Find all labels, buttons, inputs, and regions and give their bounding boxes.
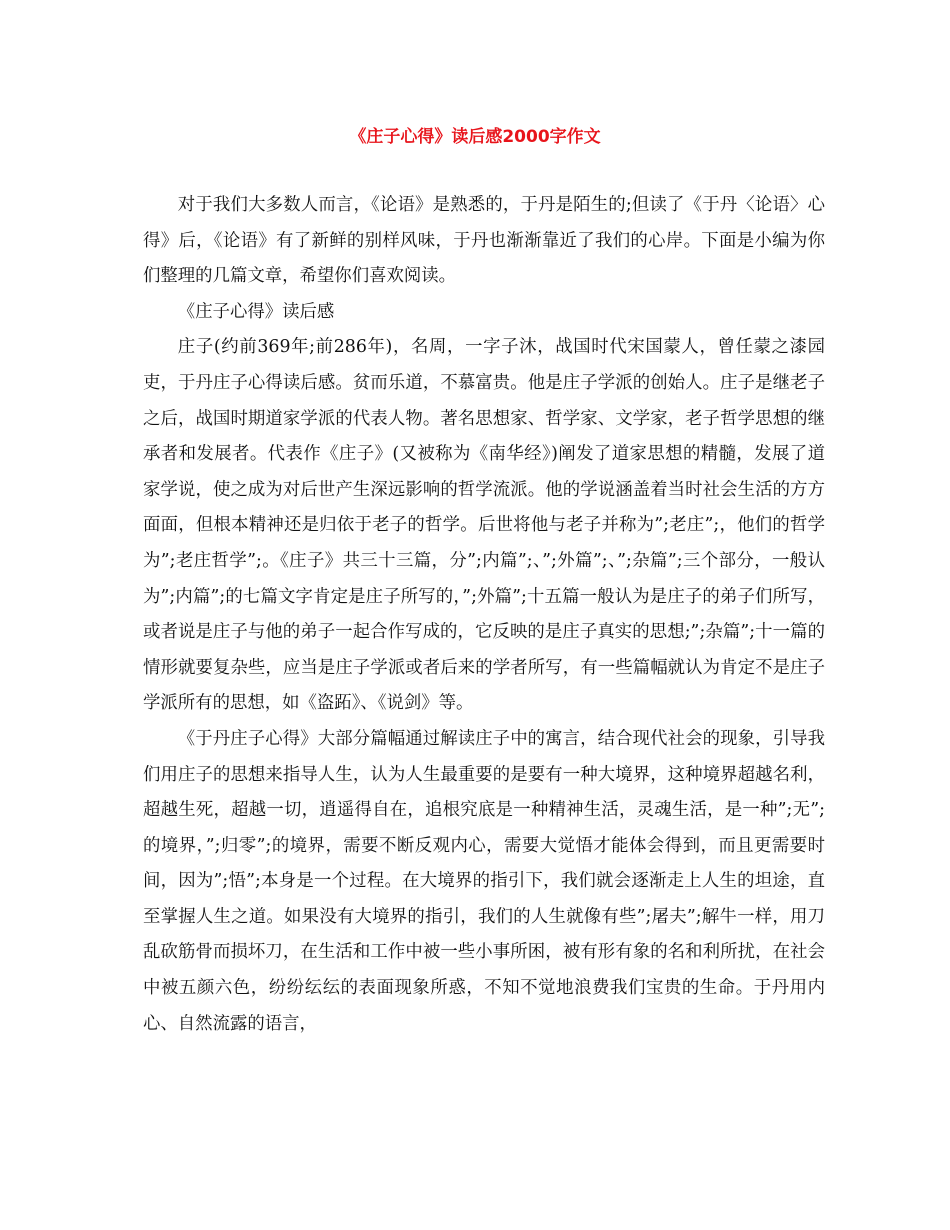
section-heading: 《庄子心得》读后感 — [177, 301, 335, 322]
document-body — [143, 188, 825, 1042]
intro-paragraph: 对于我们大多数人而言，《论语》是熟悉的，于丹是陌生的;但读了《于丹〈论语〉心得》后，《论语》有了新鲜的别样风味，于丹也渐渐靠近了我们的心岸。下面是小编为你们整理的几篇文章，希望你们喜欢阅读。 — [143, 195, 825, 287]
document-title: 《庄子心得》读后感2000字作文 — [349, 127, 601, 147]
book-review-paragraph: 《于丹庄子心得》大部分篇幅通过解读庄子中的寓言，结合现代社会的现象，引导我们用庄子的思想来指导人生，认为人生最重要的是要有一种大境界，这种境界超越名利，超越生死，超越一切，逍遥得自在，追根究底是一种精神生活，灵魂生活，是一种”;无”;的境界，”;归零”;的境界，需要不断反观内心，需要大觉悟才能体会得到，而且更需要时间，因为”;悟”;本身是一个过程。在大境界的指引下，我们就会逐渐走上人生的坦途，直至掌握人生之道。如果没有大境界的指引，我们的人生就像有些”;屠夫”;解牛一样，用刀乱砍筋骨而损坏刀，在生活和工作中被一些小事所困，被有形有象的名和利所扰，在社会中被五颜六色，纷纷纭纭的表面现象所惑，不知不觉地浪费我们宝贵的生命。于丹用内心、自然流露的语言， — [143, 728, 825, 1034]
zhuangzi-bio-paragraph: 庄子(约前369年;前286年)，名周，一字子沐，战国时代宋国蒙人，曾任蒙之漆园吏，于丹庄子心得读后感。贫而乐道，不慕富贵。他是庄子学派的创始人。庄子是继老子之后，战国时期道家学派的代表人物。著名思想家、哲学家、文学家，老子哲学思想的继承者和发展者。代表作《庄子》(又被称为《南华经》)阐发了道家思想的精髓，发展了道家学说，使之成为对后世产生深远影响的哲学流派。他的学说涵盖着当时社会生活的方方面面，但根本精神还是归依于老子的哲学。后世将他与老子并称为”;老庄”;，他们的哲学为”;老庄哲学”;。《庄子》共三十三篇，分”;内篇”;、”;外篇”;、”;杂篇”;三个部分，一般认为”;内篇”;的七篇文字肯定是庄子所写的，”;外篇”;十五篇一般认为是庄子的弟子们所写，或者说是庄子与他的弟子一起合作写成的，它反映的是庄子真实的思想;”;杂篇”;十一篇的情形就要复杂些，应当是庄子学派或者后来的学者所写，有一些篇幅就认为肯定不是庄子学派所有的思想，如《盗跖》、《说剑》等。 — [143, 337, 825, 714]
